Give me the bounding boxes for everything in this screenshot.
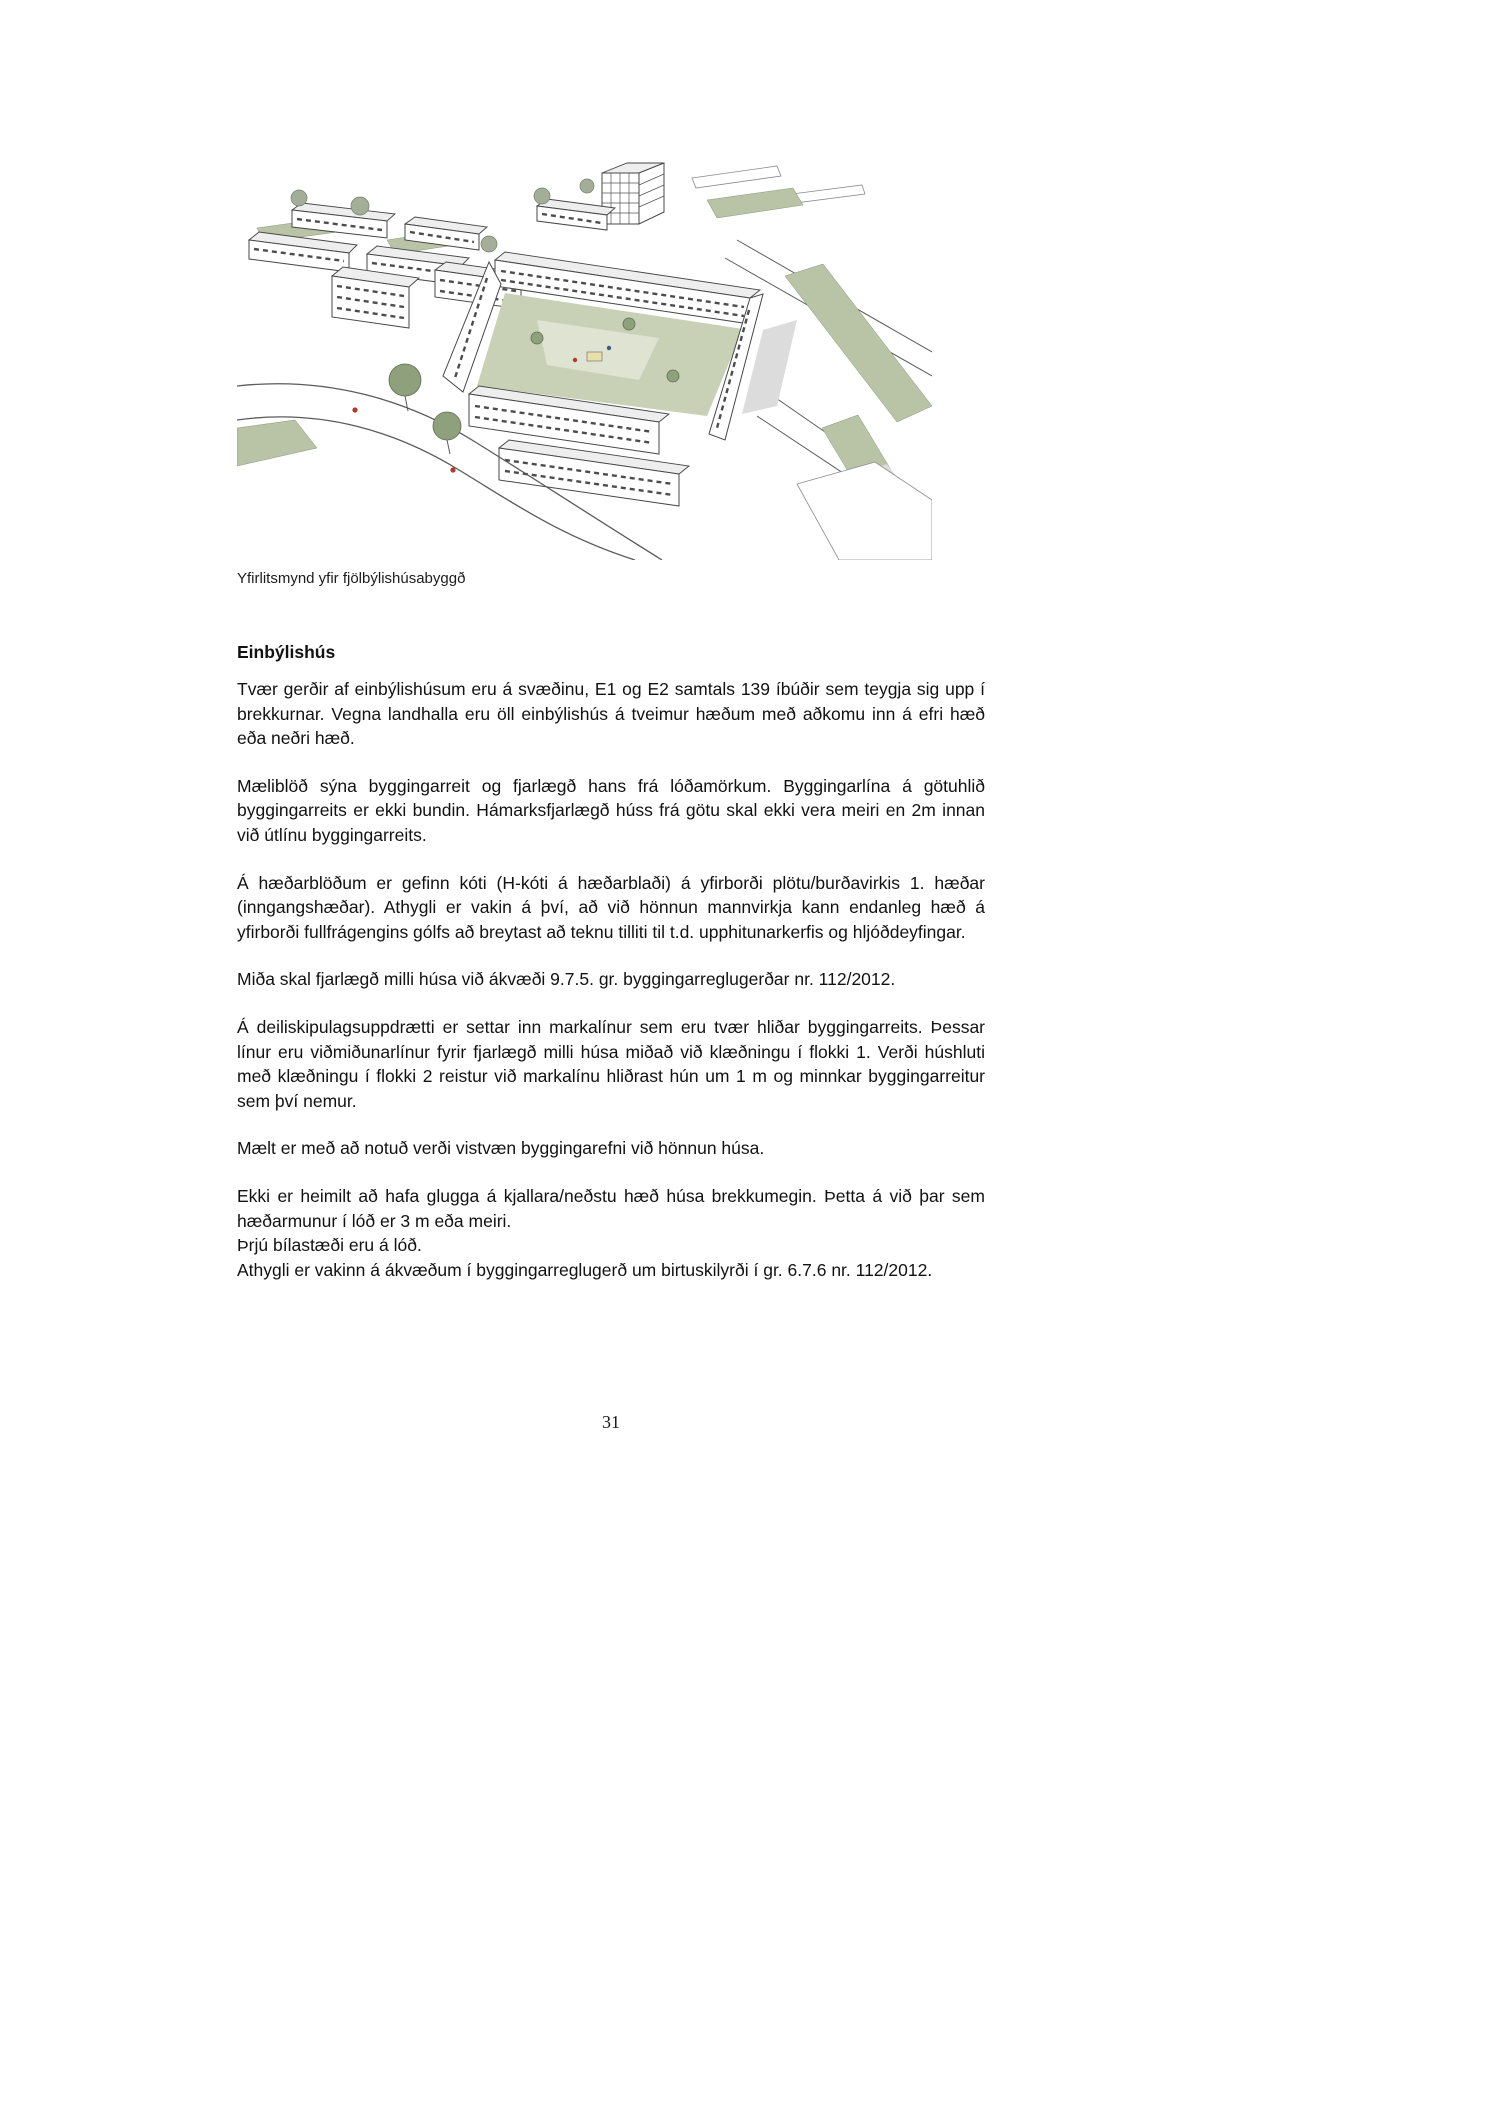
paragraph: Ekki er heimilt að hafa glugga á kjallara/neðstu hæð húsa brekkumegin. Þetta á við þar sem hæðarmunur í lóð er 3 m eða meiri. — [237, 1185, 985, 1231]
overview-figure — [237, 148, 937, 587]
paragraph: Á hæðarblöðum er gefinn kóti (H-kóti á hæðarblaði) á yfirborði plötu/burðavirkis 1. hæðar (inngangshæðar). Athygli er vakin á því, að við hönnun mannvirkja kann endanleg hæð á yfirborði fullfrágengins gólfs að breytast að teknu tilliti til t.d. upphitunarkerfis og hljóðdeyfingar. — [237, 872, 985, 942]
figure-caption: Yfirlitsmynd yfir fjölbýlishúsabyggð — [237, 570, 466, 587]
body-section — [237, 642, 985, 1282]
paragraph: Á deiliskipulagsuppdrætti er settar inn markalínur sem eru tvær hliðar byggingarreits. Þessar línur eru viðmiðunarlínur fyrir fjarlægð milli húsa miðað við klæðningu í flokki 1. Verði húshluti með klæðningu í flokki 2 reistur við markalínu hliðrast hún um 1 m og minnkar byggingarreitur sem því nemur. — [237, 1016, 985, 1111]
paragraph: Þrjú bílastæði eru á lóð. — [237, 1235, 422, 1256]
page-number: 31 — [602, 1412, 620, 1432]
body-paragraphs — [237, 677, 985, 1282]
paragraph: Tvær gerðir af einbýlishúsum eru á svæðinu, E1 og E2 samtals 139 íbúðir sem teygja sig upp í brekkurnar. Vegna landhalla eru öll einbýlishús á tveimur hæðum með aðkomu inn á efri hæð eða neðri hæð. — [237, 679, 985, 749]
paragraph: Mæliblöð sýna byggingarreit og fjarlægð hans frá lóðamörkum. Byggingarlína á götuhlið byggingarreits er ekki bundin. Hámarksfjarlægð húss frá götu skal ekki vera meiri en 2m innan við útlínu byggingarreits. — [237, 775, 985, 845]
paragraph: Miða skal fjarlægð milli húsa við ákvæði 9.7.5. gr. byggingarreglugerðar nr. 112/2012. — [237, 969, 896, 990]
section-heading: Einbýlishús — [237, 642, 336, 662]
paragraph: Mælt er með að notuð verði vistvæn byggingarefni við hönnun húsa. — [237, 1138, 765, 1159]
site-plan-illustration — [237, 148, 932, 560]
paragraph: Athygli er vakinn á ákvæðum í byggingarreglugerð um birtuskilyrði í gr. 6.7.6 nr. 112/2012. — [237, 1259, 933, 1280]
